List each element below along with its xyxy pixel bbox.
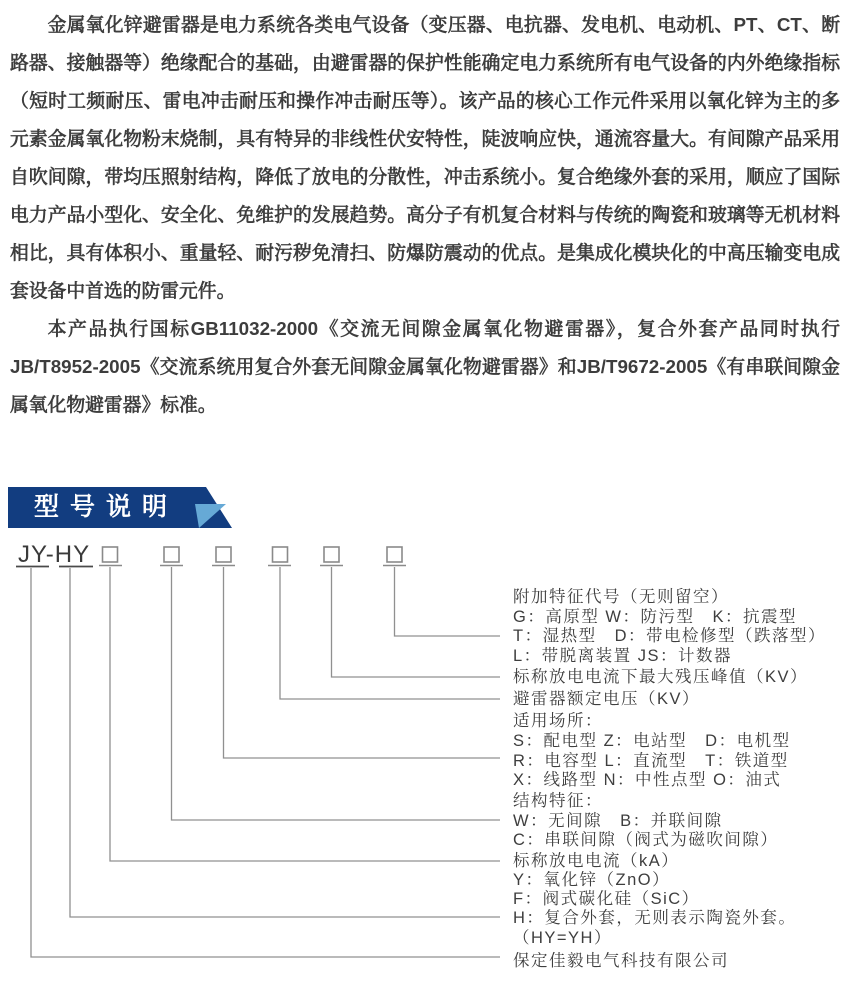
legend-row: 适用场所： — [513, 712, 603, 730]
connector-line-box3-application — [224, 567, 501, 758]
legend-row: W：无间隙 B：并联间隙 — [513, 812, 723, 830]
legend-row: G：高原型 W：防污型 K：抗震型 — [513, 608, 797, 626]
legend-row: 标称放电电流（kA） — [513, 852, 680, 870]
legend-row: H：复合外套，无则表示陶瓷外套。 — [513, 909, 797, 927]
model-code: JY-HY — [18, 541, 91, 568]
model-digit-box-1 — [103, 547, 118, 562]
model-digit-box-6 — [387, 547, 402, 562]
legend-row: C：串联间隙（阀式为磁吹间隙） — [513, 831, 779, 849]
legend-row: Y：氧化锌（ZnO） — [513, 871, 671, 889]
intro-paragraph-1: 金属氧化锌避雷器是电力系统各类电气设备（变压器、电抗器、发电机、电动机、PT、CT、断路器、接触器等）绝缘配合的基础，由避雷器的保护性能确定电力系统所有电气设备的内外绝缘指标（短时工频耐压、雷电冲击耐压和操作冲击耐压等）。该产品的核心工作元件采用以氧化锌为主的多元素金属氧化物粉末烧制，具有特异的非线性伏安特性，陡波响应快，通流容量大。有间隙产品采用自吹间隙，带均压照射结构，降低了放电的分散性，冲击系统小。复合绝缘外套的采用，顺应了国际电力产品小型化、安全化、免维护的发展趋势。高分子有机复合材料与传统的陶瓷和玻璃等无机材料相比，具有体积小、重量轻、耐污秽免清扫、防爆防震动的优点。是集成化模块化的中高压输变电成套设备中首选的防雷元件。 — [10, 14, 840, 301]
legend-row: 避雷器额定电压（KV） — [513, 690, 701, 708]
section-banner — [8, 487, 234, 528]
legend-row: 附加特征代号（无则留空） — [513, 588, 729, 606]
connector-line-box5-residual-voltage — [332, 567, 501, 677]
connector-line-box1-discharge-current — [110, 567, 500, 861]
legend-row: R：电容型 L：直流型 T：铁道型 — [513, 752, 789, 770]
legend-row: X：线路型 N：中性点型 O：油式 — [513, 771, 782, 789]
section-title: 型号说明 — [34, 493, 179, 521]
legend-row: T：湿热型 D：带电检修型（跌落型） — [513, 627, 826, 645]
connector-line-hy-housing — [70, 568, 500, 917]
model-digit-box-3 — [216, 547, 231, 562]
connector-line-jy-company — [31, 568, 500, 957]
connector-line-box6-extra-feature — [395, 567, 501, 636]
connector-line-box2-structure — [172, 567, 501, 820]
connector-line-box4-rated-voltage — [280, 567, 500, 699]
legend-row: 结构特征： — [513, 792, 603, 810]
intro-text — [10, 6, 840, 424]
legend-row: 标称放电电流下最大残压峰值（KV） — [513, 668, 809, 686]
legend-row: S：配电型 Z：电站型 D：电机型 — [513, 732, 791, 750]
legend-row: F：阀式碳化硅（SiC） — [513, 890, 700, 908]
model-digit-box-5 — [324, 547, 339, 562]
model-digit-box-2 — [164, 547, 179, 562]
legend-row: 保定佳毅电气科技有限公司 — [513, 952, 729, 970]
legend-row: L：带脱离装置 JS：计数器 — [513, 647, 733, 665]
model-digit-box-4 — [273, 547, 288, 562]
intro-paragraph-2: 本产品执行国标GB11032-2000《交流无间隙金属氧化物避雷器》，复合外套产品同时执行JB/T8952-2005《交流系统用复合外套无间隙金属氧化物避雷器》和JB/T9672-2005《有串联间隙金属氧化物避雷器》标准。 — [10, 318, 840, 415]
legend-row: （HY=YH） — [513, 929, 612, 947]
